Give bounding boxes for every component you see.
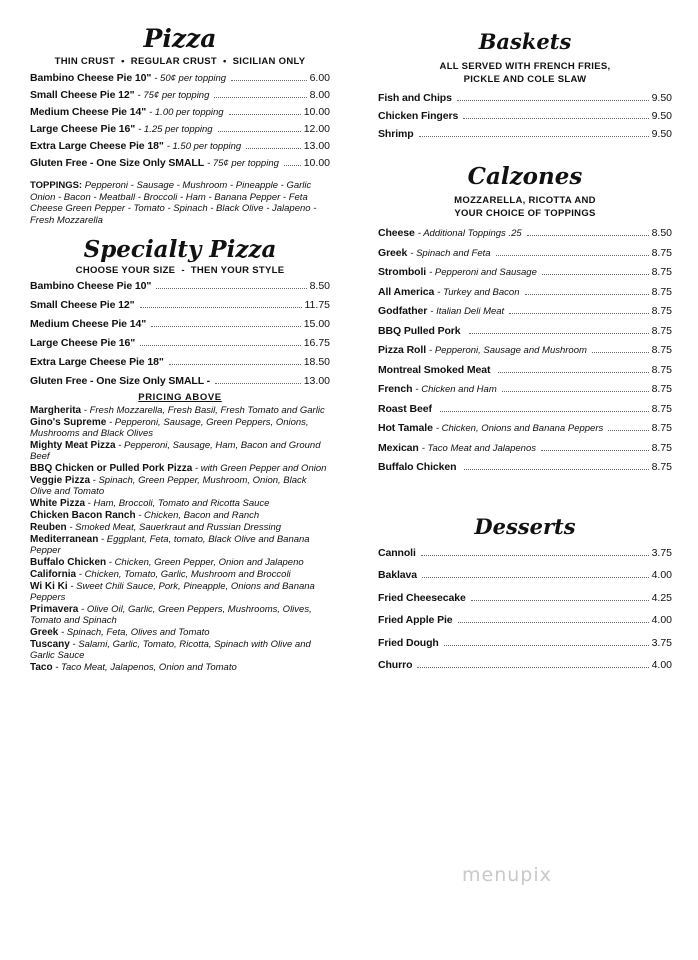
size-item: Medium Cheese Pie 14" 15.00 — [30, 317, 330, 330]
basket-item: Chicken Fingers 9.50 — [378, 110, 672, 122]
calzone-item: Pizza Roll - Pepperoni, Sausage and Mushroom 8.75 — [378, 344, 672, 356]
basket-item: Shrimp 9.50 — [378, 128, 672, 140]
baskets-list — [378, 92, 672, 146]
pizza-list — [30, 72, 330, 174]
baskets-subtitle: ALL SERVED WITH FRENCH FRIES, PICKLE AND COLE SLAW — [439, 61, 611, 85]
pizza-item: Small Cheese Pie 12" - 75¢ per topping 8.00 — [30, 89, 330, 101]
crust-sicilian: SICILIAN ONLY — [232, 56, 306, 67]
calzone-item: Montreal Smoked Meat 8.75 — [378, 363, 672, 376]
size-item: Gluten Free - One Size Only SMALL - 13.00 — [30, 374, 330, 387]
left-column — [30, 0, 330, 674]
calzone-item: All America - Turkey and Bacon 8.75 — [378, 285, 672, 298]
style-item: Wi Ki Ki - Sweet Chili Sauce, Pork, Pineapple, Onions and Banana Peppers — [30, 580, 315, 603]
basket-item: Fish and Chips 9.50 — [378, 92, 672, 104]
style-item: Greek - Spinach, Feta, Olives and Tomato — [30, 626, 210, 638]
dessert-item: Churro 4.00 — [378, 659, 672, 672]
style-item: Primavera - Olive Oil, Garlic, Green Peppers, Mushrooms, Olives, Tomato and Spinach — [30, 603, 312, 626]
style-item: Mediterranean - Eggplant, Feta, tomato, Black Olive and Banana Pepper — [30, 533, 310, 556]
specialty-size-list — [30, 280, 330, 392]
style-item: Chicken Bacon Ranch - Chicken, Bacon and Ranch — [30, 509, 260, 521]
calzone-item: BBQ Pulled Pork 8.75 — [378, 324, 672, 337]
calzone-item: French - Chicken and Ham 8.75 — [378, 383, 672, 395]
dessert-item: Cannoli 3.75 — [378, 546, 672, 559]
size-item: Large Cheese Pie 16" 16.75 — [30, 336, 330, 349]
calzones-list — [378, 227, 672, 481]
pizza-item: Gluten Free - One Size Only SMALL - 75¢ per topping 10.00 — [30, 157, 330, 169]
dessert-item: Fried Apple Pie 4.00 — [378, 614, 672, 627]
calzone-item: Godfather - Italian Deli Meat 8.75 — [378, 305, 672, 317]
dessert-item: Fried Cheesecake 4.25 — [378, 591, 672, 604]
pizza-item: Bambino Cheese Pie 10" - 50¢ per topping 6.00 — [30, 72, 330, 84]
style-item: Veggie Pizza - Spinach, Green Pepper, Mushroom, Onion, Black Olive and Tomato — [30, 474, 307, 497]
crust-regular: REGULAR CRUST — [130, 56, 218, 67]
style-item: White Pizza - Ham, Broccoli, Tomato and Ricotta Sauce — [30, 497, 270, 509]
calzones-title: Calzones — [467, 163, 583, 190]
specialty-title: Specialty Pizza — [83, 235, 277, 263]
style-item: California - Chicken, Tomato, Garlic, Mushroom and Broccoli — [30, 568, 291, 580]
pizza-item: Large Cheese Pie 16" - 1.25 per topping 12.00 — [30, 123, 330, 135]
menupix-watermark: menupix — [462, 864, 552, 886]
crust-thin: THIN CRUST — [54, 56, 116, 67]
calzone-item: Mexican - Taco Meat and Jalapenos 8.75 — [378, 441, 672, 454]
crust-options: THIN CRUST • REGULAR CRUST • SICILIAN ONLY — [54, 56, 306, 67]
size-item: Small Cheese Pie 12" 11.75 — [30, 298, 330, 311]
style-item: Tuscany - Salami, Garlic, Tomato, Ricotta, Spinach with Olive and Garlic Sauce — [30, 638, 311, 661]
style-item: Mighty Meat Pizza - Pepperoni, Sausage, Ham, Bacon and Ground Beef — [30, 439, 321, 462]
pizza-item: Medium Cheese Pie 14" - 1.00 per topping 10.00 — [30, 106, 330, 118]
style-item: Taco - Taco Meat, Jalapenos, Onion and Tomato — [30, 661, 237, 673]
pricing-above-note: PRICING ABOVE — [138, 391, 222, 403]
dessert-item: Baklava 4.00 — [378, 569, 672, 582]
specialty-style-list — [30, 405, 330, 673]
toppings-list: Pepperoni - Sausage - Mushroom - Pineapple - Garlic Onion - Bacon - Meatball - Broccoli - Ham - Banana Pepper - Feta Cheese Green Pepper - Tomato - Spinach - Black Olive - Jalapeno - Fresh Mozzarella — [30, 180, 317, 226]
toppings-label: TOPPINGS: — [30, 180, 83, 191]
right-column — [378, 0, 672, 682]
style-item: Margherita - Fresh Mozzarella, Fresh Basil, Fresh Tomato and Garlic — [30, 404, 325, 416]
style-item: BBQ Chicken or Pulled Pork Pizza - with Green Pepper and Onion — [30, 462, 327, 474]
calzone-item: Roast Beef 8.75 — [378, 402, 672, 415]
pizza-item: Extra Large Cheese Pie 18" - 1.50 per topping 13.00 — [30, 140, 330, 152]
dessert-item: Fried Dough 3.75 — [378, 636, 672, 649]
baskets-title: Baskets — [478, 29, 572, 54]
pizza-title: Pizza — [143, 24, 217, 53]
calzones-subtitle: MOZZARELLA, RICOTTA AND YOUR CHOICE OF TOPPINGS — [454, 195, 596, 219]
calzone-item: Stromboli - Pepperoni and Sausage 8.75 — [378, 266, 672, 278]
size-item: Extra Large Cheese Pie 18" 18.50 — [30, 355, 330, 368]
style-item: Buffalo Chicken - Chicken, Green Pepper, Onion and Jalapeno — [30, 556, 304, 568]
style-item: Gino's Supreme - Pepperoni, Sausage, Green Peppers, Onions, Mushrooms and Black Olives — [30, 416, 309, 439]
toppings-text — [30, 180, 330, 226]
calzone-item: Hot Tamale - Chicken, Onions and Banana Peppers 8.75 — [378, 422, 672, 434]
desserts-list — [378, 547, 672, 683]
specialty-subtitle: CHOOSE YOUR SIZE - THEN YOUR STYLE — [75, 264, 285, 276]
style-item: Reuben - Smoked Meat, Sauerkraut and Russian Dressing — [30, 521, 282, 533]
calzone-item: Cheese - Additional Toppings .25 8.50 — [378, 227, 672, 239]
desserts-title: Desserts — [474, 513, 576, 539]
calzone-item: Greek - Spinach and Feta 8.75 — [378, 246, 672, 259]
calzone-item: Buffalo Chicken 8.75 — [378, 461, 672, 473]
size-item: Bambino Cheese Pie 10" 8.50 — [30, 279, 330, 292]
